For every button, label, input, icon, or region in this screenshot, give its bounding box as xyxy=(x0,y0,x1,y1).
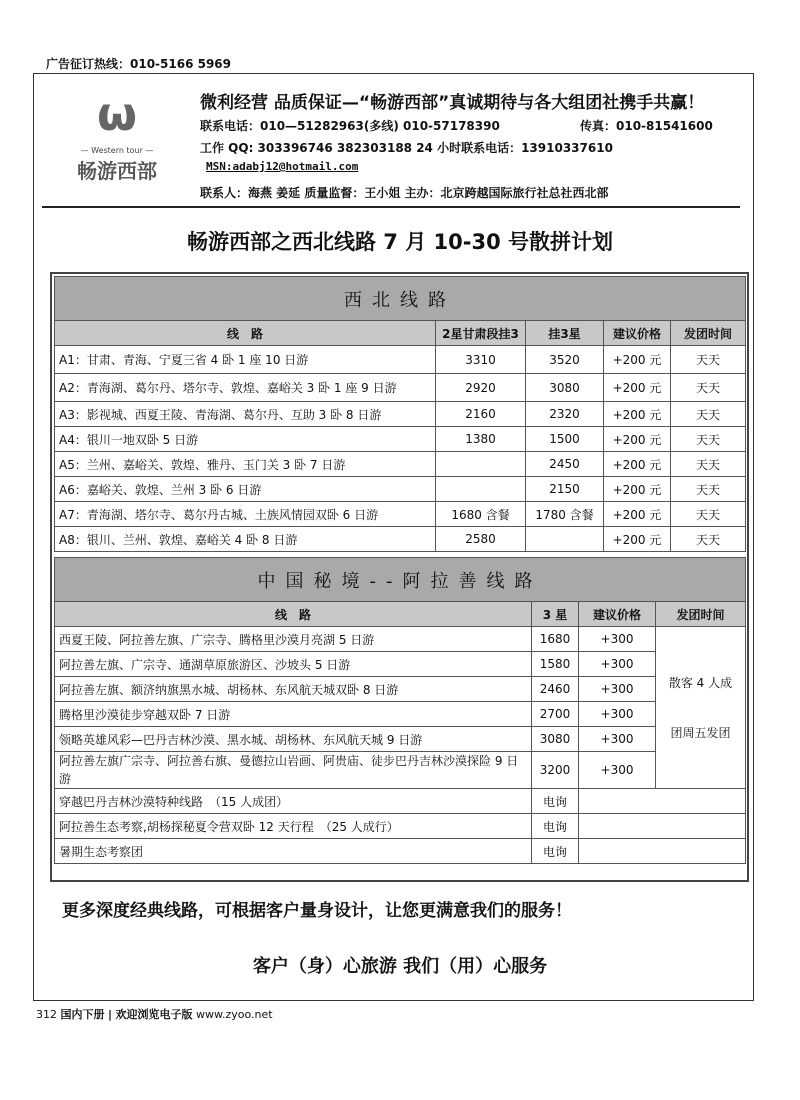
route-name: 腾格里沙漠徒步穿越双卧 7 日游 xyxy=(55,702,532,727)
column-header: 建议价格 xyxy=(579,602,656,627)
column-header: 发团时间 xyxy=(656,602,746,627)
alashan-table xyxy=(54,557,746,864)
table-cell: 2460 xyxy=(532,677,579,702)
table-cell: 2580 xyxy=(436,527,526,552)
table-cell: 1500 xyxy=(526,427,604,452)
ad-hotline: 广告征订热线：010-5166 5969 xyxy=(46,57,232,71)
table-cell: +300 xyxy=(579,677,656,702)
table-cell: 2160 xyxy=(436,402,526,427)
page-title: 畅游西部之西北线路 7 月 10-30 号散拼计划 xyxy=(186,230,614,254)
table-cell: +200 元 xyxy=(604,452,671,477)
table-cell: 1580 xyxy=(532,652,579,677)
page-number: 312 xyxy=(36,1008,57,1021)
route-name: A2：青海湖、葛尔丹、塔尔寺、敦煌、嘉峪关 3 卧 1 座 9 日游 xyxy=(55,374,436,402)
table-cell: 天天 xyxy=(671,402,746,427)
fax: 传真：010-81541600 xyxy=(580,119,713,133)
contacts: 联系人：海燕 姜延 质量监督：王小姐 主办：北京跨越国际旅行社总社西北部 xyxy=(200,186,609,200)
logo-english: — Western tour — xyxy=(80,146,154,155)
route-name: A4：银川一地双卧 5 日游 xyxy=(55,427,436,452)
footer xyxy=(36,1006,273,1022)
table-row xyxy=(55,839,746,864)
table-cell: +300 xyxy=(579,702,656,727)
route-name: 阿拉善左旗广宗寺、阿拉善右旗、曼德拉山岩画、阿贵庙、徒步巴丹吉林沙漠探险 9 日游 xyxy=(55,752,532,789)
column-header: 发团时间 xyxy=(671,321,746,346)
table-cell: +200 元 xyxy=(604,427,671,452)
route-name: 领略英雄风彩—巴丹吉林沙漠、黑水城、胡杨林、东风航天城 9 日游 xyxy=(55,727,532,752)
logo-chinese: 畅游西部 xyxy=(77,159,157,183)
departure-line: 团周五发团 xyxy=(670,725,731,740)
column-header: 挂3星 xyxy=(526,321,604,346)
table-cell: 2150 xyxy=(526,477,604,502)
table-cell: +200 元 xyxy=(604,346,671,374)
more-routes-text: 更多深度经典线路，可根据客户量身设计，让您更满意我们的服务！ xyxy=(62,901,572,921)
column-header: 建议价格 xyxy=(604,321,671,346)
empty-cell xyxy=(579,789,746,814)
table-row xyxy=(55,727,746,752)
footer-sep: | xyxy=(108,1008,113,1021)
table-row xyxy=(55,477,746,502)
departure-time xyxy=(656,627,746,789)
table-row xyxy=(55,427,746,452)
table-row xyxy=(55,752,746,789)
table-cell: 1780 含餐 xyxy=(526,502,604,527)
qq: 工作 QQ: 303396746 382303188 24 小时联系电话：13910337610 xyxy=(200,141,613,155)
table-cell: +300 xyxy=(579,727,656,752)
column-header: 线 路 xyxy=(55,602,532,627)
divider xyxy=(42,206,740,208)
route-name: 暑期生态考察团 xyxy=(55,839,532,864)
table-cell: 1680 xyxy=(532,627,579,652)
table-row xyxy=(55,814,746,839)
logo xyxy=(62,82,172,200)
table-cell: 2320 xyxy=(526,402,604,427)
table-cell: 电询 xyxy=(532,839,579,864)
logo-flame-icon: ω xyxy=(97,87,137,141)
route-name: A6：嘉峪关、敦煌、兰州 3 卧 6 日游 xyxy=(55,477,436,502)
table-row xyxy=(55,452,746,477)
table-cell: +200 元 xyxy=(604,477,671,502)
table-cell: 2450 xyxy=(526,452,604,477)
route-name: 阿拉善左旗、广宗寺、通湖草原旅游区、沙坡头 5 日游 xyxy=(55,652,532,677)
table-cell xyxy=(436,477,526,502)
route-name: A3：影视城、西夏王陵、青海湖、葛尔丹、互助 3 卧 8 日游 xyxy=(55,402,436,427)
table-cell: 2700 xyxy=(532,702,579,727)
section-title: 中国秘境--阿拉善线路 xyxy=(55,558,746,602)
route-name: A7：青海湖、塔尔寺、葛尔丹古城、土族风情园双卧 6 日游 xyxy=(55,502,436,527)
footer-promo: 欢迎浏览电子版 xyxy=(115,1008,193,1021)
table-cell: 3310 xyxy=(436,346,526,374)
footer-url[interactable]: www.zyoo.net xyxy=(196,1008,273,1021)
table-cell: 天天 xyxy=(671,452,746,477)
table-cell: +200 元 xyxy=(604,502,671,527)
table-cell: +200 元 xyxy=(604,527,671,552)
table-cell: 1680 含餐 xyxy=(436,502,526,527)
motto: 客户（身）心旅游 我们（用）心服务 xyxy=(252,956,548,977)
table-cell: 天天 xyxy=(671,477,746,502)
table-row xyxy=(55,702,746,727)
column-header: 3 星 xyxy=(532,602,579,627)
column-header: 2星甘肃段挂3 xyxy=(436,321,526,346)
table-cell: 天天 xyxy=(671,427,746,452)
section-title: 西北线路 xyxy=(55,277,746,321)
table-row xyxy=(55,374,746,402)
table-row xyxy=(55,527,746,552)
table-cell: 3200 xyxy=(532,752,579,789)
table-cell: +300 xyxy=(579,627,656,652)
table-cell: 天天 xyxy=(671,374,746,402)
route-name: A8：银川、兰州、敦煌、嘉峪关 4 卧 8 日游 xyxy=(55,527,436,552)
table-cell: 3080 xyxy=(526,374,604,402)
route-name: A5：兰州、嘉峪关、敦煌、雅丹、玉门关 3 卧 7 日游 xyxy=(55,452,436,477)
table-row xyxy=(55,402,746,427)
northwest-table xyxy=(54,276,746,552)
table-cell: +300 xyxy=(579,652,656,677)
footer-section: 国内下册 xyxy=(60,1008,105,1021)
route-name: 西夏王陵、阿拉善左旗、广宗寺、腾格里沙漠月亮湖 5 日游 xyxy=(55,627,532,652)
route-name: 阿拉善生态考察,胡杨探秘夏令营双卧 12 天行程 （25 人成行） xyxy=(55,814,532,839)
table-cell: 3080 xyxy=(532,727,579,752)
msn-link[interactable]: MSN:adabj12@hotmail.com xyxy=(206,160,359,173)
table-row xyxy=(55,627,746,652)
slogan: 微利经营 品质保证—“畅游西部”真诚期待与各大组团社携手共赢！ xyxy=(200,93,705,113)
table-row xyxy=(55,677,746,702)
table-row xyxy=(55,652,746,677)
table-cell: 天天 xyxy=(671,346,746,374)
route-name: 阿拉善左旗、额济纳旗黑水城、胡杨林、东风航天城双卧 8 日游 xyxy=(55,677,532,702)
table-row xyxy=(55,346,746,374)
table-cell: +200 元 xyxy=(604,374,671,402)
table-cell: 3520 xyxy=(526,346,604,374)
table-cell: 电询 xyxy=(532,789,579,814)
route-name: 穿越巴丹吉林沙漠特种线路 （15 人成团） xyxy=(55,789,532,814)
table-cell: 天天 xyxy=(671,502,746,527)
empty-cell xyxy=(579,814,746,839)
table-cell xyxy=(436,452,526,477)
column-header: 线 路 xyxy=(55,321,436,346)
route-name: A1：甘肃、青海、宁夏三省 4 卧 1 座 10 日游 xyxy=(55,346,436,374)
table-cell xyxy=(526,527,604,552)
table-cell: +200 元 xyxy=(604,402,671,427)
phone: 联系电话：010—51282963(多线) 010-57178390 xyxy=(200,119,500,133)
table-row xyxy=(55,789,746,814)
table-cell: 天天 xyxy=(671,527,746,552)
table-cell: 2920 xyxy=(436,374,526,402)
table-cell: +300 xyxy=(579,752,656,789)
table-cell: 1380 xyxy=(436,427,526,452)
departure-line: 散客 4 人成 xyxy=(668,675,733,690)
table-cell: 电询 xyxy=(532,814,579,839)
empty-cell xyxy=(579,839,746,864)
table-row xyxy=(55,502,746,527)
